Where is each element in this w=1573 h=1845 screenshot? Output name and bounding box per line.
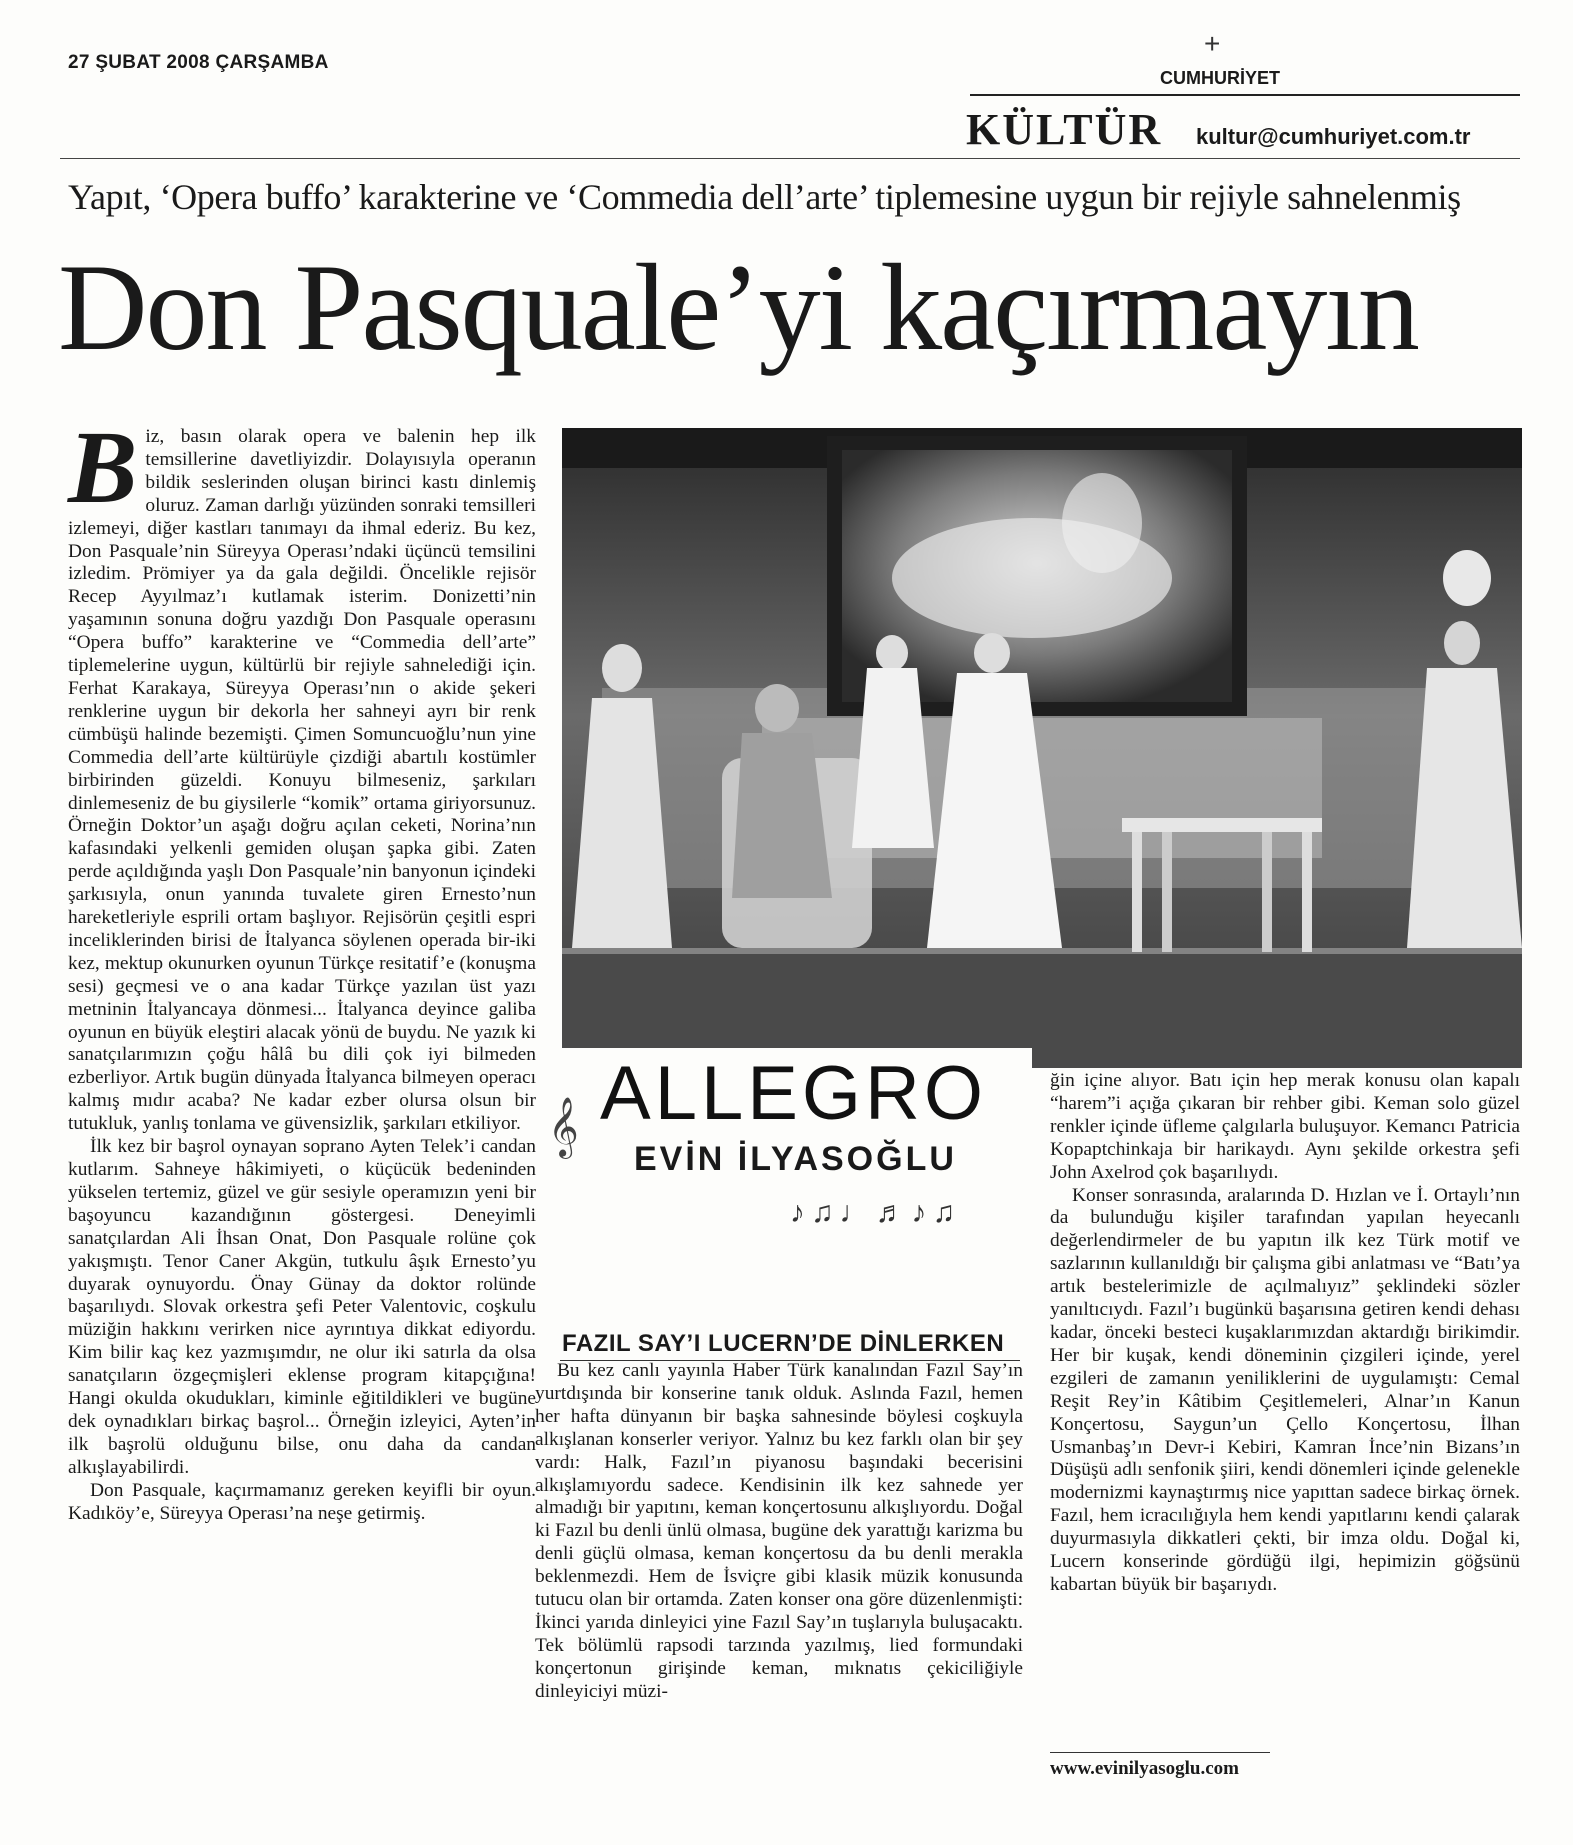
drop-cap: B	[68, 410, 138, 525]
paragraph: iz, basın olarak opera ve balenin hep ilk temsillerine davetliyizdir. Dolayısıyla operanın bildik seslerinden oluşan birinci kastı dinlemiş oluruz. Zaman darlığı yüzünden sonraki temsilleri izlemeyi, diğer kastları tanımayı da ihmal ederiz. Bu kez, Don Pasquale’nin Süreyya Operası’ndaki üçüncü temsilini izledim. Prömiyer ya da gala değildi. Öncelikle rejisör Recep Ayyılmaz’ı kutlamak isterim. Donizetti’nin yaşamının sonuna doğru yazdığı Don Pasquale operasını “Opera buffo” karakterine ve “Commedia dell’arte” tiplemelerine uygun, kültürlü bir rejiyle sahnelediği için. Ferhat Karakaya, Süreyya Operası’nın o akide şekeri renklerine uygun bir dekorla her sahneyi ayrı bir renk cümbüşü halinde bezemişti. Çimen Somuncuoğlu’nun yine Commedia dell’arte kültürüyle çizdiği abartılı kostümler birbirinden güzeldi. Konuyu bilmeseniz, şarkıları dinlemeseniz de bu giysilerle “komik” ortama giriyorsunuz. Örneğin Doktor’un aşağı doğru açılan ceketi, Norina’nın kafasındaki yelkenli gemiden oluşan şapka gibi. Zaten perde açıldığında yaşlı Don Pasquale’nin banyonun içindeki şarkısıyla, onun yanında tuvalete giren Ernesto’nun hareketleriyle esprili ortam başlıyor. Rejisörün çeşitli espri inceliklerinden birisi de İtalyanca söylenen operada bir-iki kez, mektup okunurken oyunun Türkçe resitatif’e (konuşma sesi) geçmesi ve o ana kadar Türkçe yazılan üst yazı metninin İtalyancaya dönmesi... İtalyanca deyince galiba oyunun en büyük eleştiri alacak yönü de buydu. Ne yazık ki sanatçılarımızın çoğu hâlâ bu dili çok iyi bilmeden ezberliyor. Artık bugün dünyada İtalyanca bilmeyen operacı kalmış mıdır acaba? Ne kadar ezber olursa olsun bir tutukluk, yanlış tonlama ve güvensizlik, şarkıları etkiliyor.	[68, 426, 536, 1135]
headline: Don Pasquale’yi kaçırmayın	[58, 239, 1418, 376]
treble-clef-icon: 𝄞	[548, 1099, 579, 1156]
newspaper-name: CUMHURİYET	[1160, 68, 1280, 88]
paragraph: Bu kez canlı yayınla Haber Türk kanalından Fazıl Say’ın yurtdışında bir konserine tanık olduk. Aslında Fazıl, hemen her hafta dünyanın bir başka sahnesinde böylesi coşkuyla alkışlanan konserler veriyor. Yalnız bu kez farklı olan bir şey vardı: Halk, Fazıl’ın piyanosu başındaki becerisini alkışlamıyordu sadece. Kendisinin ilk kez sahnede yer almadığı bir yapıtını, keman konçertosunu alkışlıyordu. Doğal ki Fazıl bu denli ünlü olmasa, bugüne dek yarattığı karizma bu denli güçlü olmasa, keman konçertosu da bu denli merakla beklenmezdi. Hem de İsviçre gibi klasik müzik konusunda tutucu olan bir ortamda. Zaten konser ona göre düzenlenmişti: İkinci yarıda dinleyici yine Fazıl Say’ın tuşlarıyla buluşacaktı. Tek bölümlü rapsodi tarzında yazılmış, lied formundaki konçertonun girişinde keman, mıknatıs çekiciliğiyle dinleyiciyi müzi-	[535, 1360, 1023, 1702]
paragraph: Don Pasquale, kaçırmamanız gereken keyifli bir oyun. Kadıköy’e, Süreyya Operası’na neşe getirmiş.	[68, 1479, 536, 1524]
deck-subtitle: Yapıt, ‘Opera buffo’ karakterine ve ‘Commedia dell’arte’ tiplemesine uygun bir rejiyle sahnelenmiş	[68, 177, 1461, 217]
column-author: EVİN İLYASOĞLU	[634, 1140, 957, 1178]
column-name: ALLEGRO	[600, 1051, 988, 1136]
paragraph: ğin içine alıyor. Batı için hep merak konusu olan kapalı “harem”i açığa çıkaran bir rehber gibi. Keman solo güzel renkler içinde üfleme çalgılarla buluşuyor. Kemancı Patricia Kopaptchinkaja bir harikaydı. Aynı şekilde orkestra şefi John Axelrod çok başarılıydı.	[1050, 1070, 1520, 1183]
registration-mark: +	[1204, 28, 1221, 59]
stage-photo-image	[562, 428, 1522, 1068]
subhead: FAZIL SAY’I LUCERN’DE DİNLERKEN	[562, 1330, 1005, 1357]
section-title: KÜLTÜR	[966, 105, 1163, 154]
paragraph: Konser sonrasında, aralarında D. Hızlan ve İ. Ortaylı’nın da bulunduğu kişiler tarafından yapılan heyecanlı değerlendirmeler de bu yapıtın ilk kez Türk motif ve sazlarının kullanıldığı bir çalışma gibi anlatması ve “Batı’ya artık bestelerimizle de açılmalıyız” şeklindeki sözler yanıltıcıydı. Fazıl’ı bugünkü başarısına getiren kendi dehası kadar, önceki besteci kuşaklarımızdan aktardığı birikimdir. Her bir kuşak, kendi döneminin çizgileri içinde, yerel ezgileri de zamanın yeniliklerini de uygulamıştı: Cemal Reşit Rey’in Kâtibim Çeşitlemeleri, Alnar’ın Kanun Konçertosu, Saygun’un Çello Konçertosu, İlhan Usmanbaş’ın Devr-i Kebiri, Kamran İnce’nin Bizans’ın Düşüşü adlı senfonik şiiri, kendi dönemleri içinde gelenekle modernizmi kaynaştırmış nice yapıttan sadece birkaç örnek. Fazıl, hem icracılığıyla hem kendi yapıtlarını kendi çalarak duyurmasıyla dikkatleri çekti, bir imza oldu. Doğal ki, Lucern konserinde gördüğü ilgi, hepimizin göğsünü kabartan büyük bir başarıydı.	[1050, 1184, 1520, 1595]
issue-date: 27 ŞUBAT 2008 ÇARŞAMBA	[68, 52, 329, 73]
article-column-3	[1050, 1070, 1520, 1597]
paragraph: İlk kez bir başrol oynayan soprano Ayten Telek’i candan kutlarım. Sahneye hâkimiyeti, o küçücük bedeninden yükselen tertemiz, güzel ve gür sesiyle operamızın yeni bir başoyuncu kazandığının göstergesi. Deneyimli sanatçılardan Ali İhsan Onat, Don Pasquale rolüne çok yakışmıştı. Tenor Caner Akgün, tutkulu âşık Ernesto’yu duyarak oynuyordu. Önay Günay da doktor rolünde başarılıydı. Slovak orkestra şefi Peter Valentovic, coşkulu müziğin hakkını verirken nice ayrıntıya dikkat ediyordu. Kim bilir kaç kez yazmışımdır, ne olur iki satırla da olsa sanatçıların özgeçmişleri eklense program kitapçığına! Hangi okulda okudukları, kiminle eğitildikleri ve bugüne dek oynadıkları birkaç başrol... Örneğin izleyici, Ayten’in ilk başrolü olduğunu bilse, onu daha da candan alkışlayabilirdi.	[68, 1136, 536, 1478]
music-notes-icon: ♪♫♩♬♪♫	[790, 1196, 961, 1229]
author-website: www.evinilyasoglu.com	[1050, 1758, 1239, 1779]
section-email: kultur@cumhuriyet.com.tr	[1196, 124, 1471, 149]
section-rule	[60, 158, 1520, 159]
website-rule	[1050, 1752, 1270, 1753]
header-rule	[970, 94, 1520, 96]
article-column-1	[68, 410, 536, 1526]
stage-photo	[562, 428, 1522, 1068]
article-column-2	[535, 1360, 1023, 1704]
